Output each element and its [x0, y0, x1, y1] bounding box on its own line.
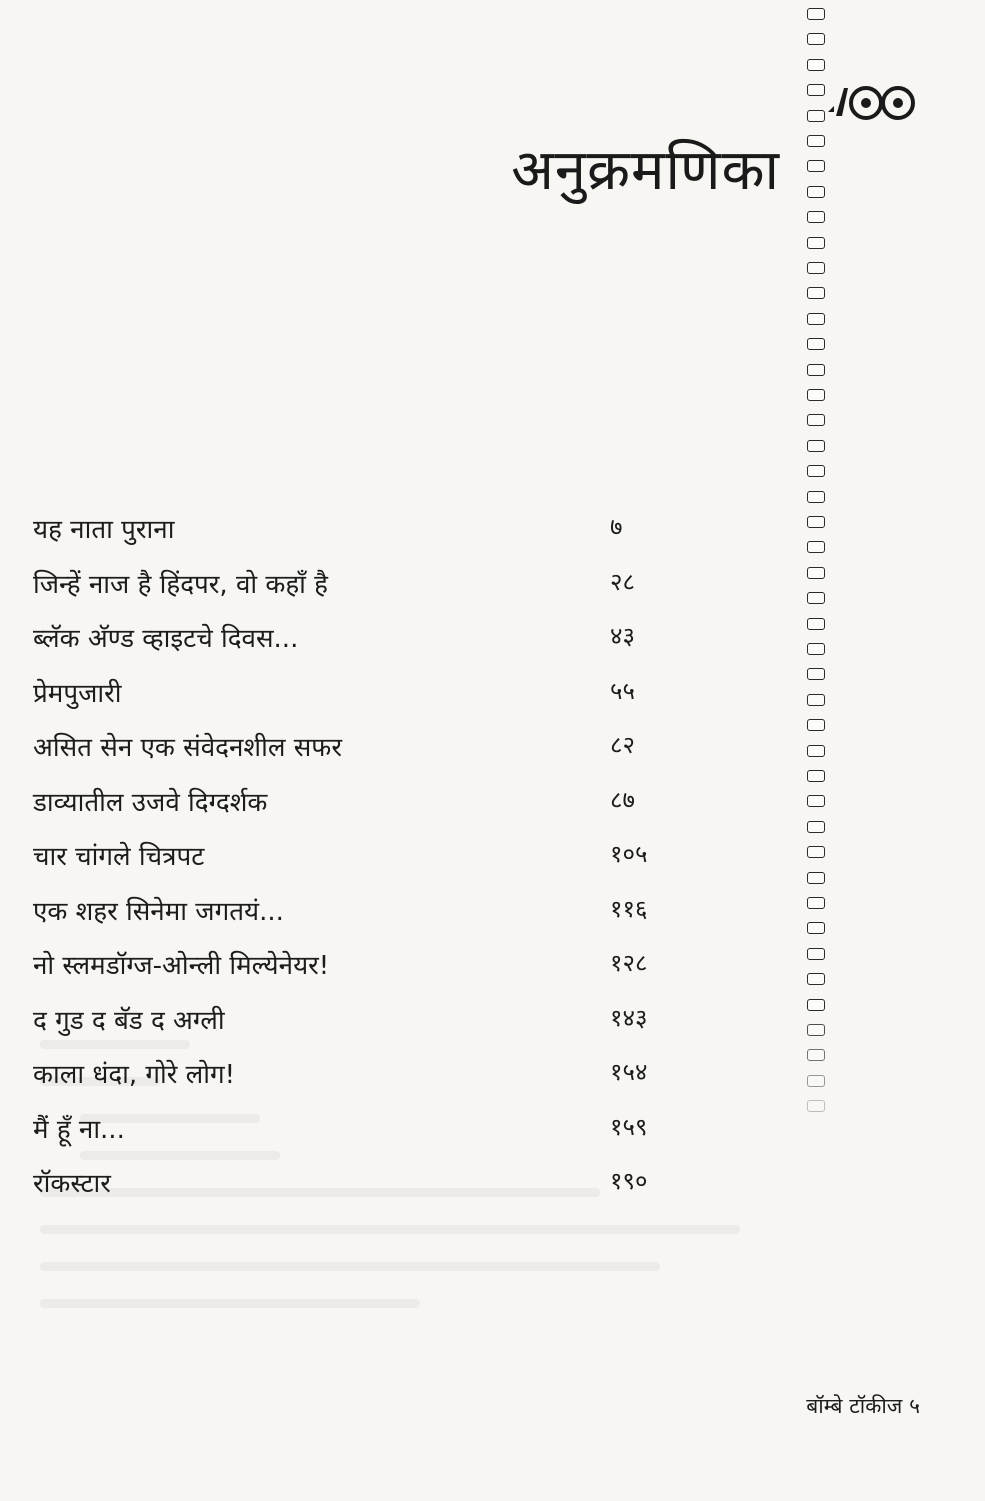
sprocket-hole	[807, 262, 825, 274]
page-title: अनुक्रमणिका	[511, 138, 780, 203]
sprocket-hole	[807, 567, 825, 579]
toc-entry-page-number: ५५	[610, 676, 635, 705]
toc-entry-page-number: ४३	[610, 622, 635, 650]
sprocket-hole	[807, 973, 825, 985]
sprocket-hole	[807, 389, 825, 401]
toc-entry	[33, 565, 673, 620]
toc-entry-page-number: २८	[610, 567, 635, 596]
toc-entry	[33, 892, 673, 947]
sprocket-hole	[807, 592, 825, 604]
toc-entry	[33, 837, 673, 892]
toc-entry-title: जिन्हें नाज है हिंदपर, वो कहाँ है	[33, 569, 328, 600]
sprocket-hole	[807, 516, 825, 528]
toc-entry-page-number: १९०	[610, 1167, 648, 1195]
sprocket-hole	[807, 897, 825, 909]
sprocket-hole	[807, 110, 825, 122]
toc-entry-title: एक शहर सिनेमा जगतयं...	[33, 896, 284, 927]
film-reel-100-logo	[826, 82, 921, 124]
sprocket-hole	[807, 1100, 825, 1112]
sprocket-hole	[807, 338, 825, 350]
toc-entry	[33, 674, 673, 729]
toc-entry	[33, 728, 673, 783]
toc-entry-title: चार चांगले चित्रपट	[33, 842, 205, 872]
sprocket-hole	[807, 186, 825, 198]
sprocket-hole	[807, 313, 825, 325]
toc-entry-title: मैं हूँ ना...	[33, 1114, 125, 1145]
toc-entry-title: ब्लॅक अ‍ॅण्ड व्हाइटचे दिवस...	[33, 624, 299, 654]
sprocket-hole	[807, 84, 825, 96]
toc-entry-page-number: ७	[610, 513, 623, 541]
sprocket-hole	[807, 465, 825, 477]
sprocket-hole	[807, 948, 825, 960]
sprocket-hole	[807, 618, 825, 630]
toc-entry	[33, 946, 673, 1001]
sprocket-hole	[807, 643, 825, 655]
toc-entry-title: प्रेमपुजारी	[33, 678, 122, 709]
toc-entry-title: असित सेन एक संवेदनशील सफर	[33, 733, 342, 763]
film-strip-border	[807, 8, 831, 1123]
toc-entry-page-number: ८७	[610, 785, 635, 814]
toc-entry-page-number: ११६	[610, 894, 648, 923]
sprocket-hole	[807, 1075, 825, 1087]
toc-entry-title: नो स्लमडॉग्ज-ओन्ली मिल्येनेयर!	[33, 951, 330, 981]
sprocket-hole	[807, 745, 825, 757]
sprocket-hole	[807, 364, 825, 376]
sprocket-hole	[807, 694, 825, 706]
toc-entry	[33, 1055, 673, 1110]
sprocket-hole	[807, 414, 825, 426]
page-footer: बॉम्बे टॉकीज ५	[806, 1394, 920, 1418]
toc-entry-page-number: १२८	[610, 949, 648, 977]
toc-entry	[33, 1001, 673, 1056]
toc-entry-page-number: १५९	[610, 1112, 648, 1141]
sprocket-hole	[807, 872, 825, 884]
toc-entry-title: द गुड द बॅड द अग्ली	[33, 1005, 225, 1036]
sprocket-hole	[807, 846, 825, 858]
toc-entry	[33, 510, 673, 565]
sprocket-hole	[807, 795, 825, 807]
sprocket-hole	[807, 719, 825, 731]
toc-entry-title: यह नाता पुराना	[33, 515, 175, 545]
sprocket-hole	[807, 211, 825, 223]
toc-entry-page-number: १४३	[610, 1003, 648, 1032]
toc-entry-page-number: १०५	[610, 840, 648, 868]
toc-entry	[33, 1110, 673, 1165]
toc-entry-title: रॉकस्टार	[33, 1169, 111, 1199]
sprocket-hole	[807, 491, 825, 503]
sprocket-hole	[807, 135, 825, 147]
sprocket-hole	[807, 541, 825, 553]
sprocket-hole	[807, 33, 825, 45]
table-of-contents	[33, 510, 673, 1219]
sprocket-hole	[807, 770, 825, 782]
sprocket-hole	[807, 821, 825, 833]
toc-entry	[33, 619, 673, 674]
sprocket-hole	[807, 999, 825, 1011]
sprocket-hole	[807, 287, 825, 299]
toc-entry	[33, 1164, 673, 1219]
toc-entry-title: काला धंदा, गोरे लोग!	[33, 1060, 236, 1090]
sprocket-hole	[807, 160, 825, 172]
sprocket-hole	[807, 1024, 825, 1036]
sprocket-hole	[807, 237, 825, 249]
sprocket-hole	[807, 668, 825, 680]
sprocket-hole	[807, 8, 825, 20]
toc-entry	[33, 783, 673, 838]
sprocket-hole	[807, 922, 825, 934]
toc-entry-title: डाव्यातील उजवे दिग्दर्शक	[33, 787, 268, 818]
toc-entry-page-number: ८२	[610, 731, 635, 759]
sprocket-hole	[807, 59, 825, 71]
sprocket-hole	[807, 440, 825, 452]
toc-entry-page-number: १५४	[610, 1058, 648, 1086]
sprocket-hole	[807, 1049, 825, 1061]
